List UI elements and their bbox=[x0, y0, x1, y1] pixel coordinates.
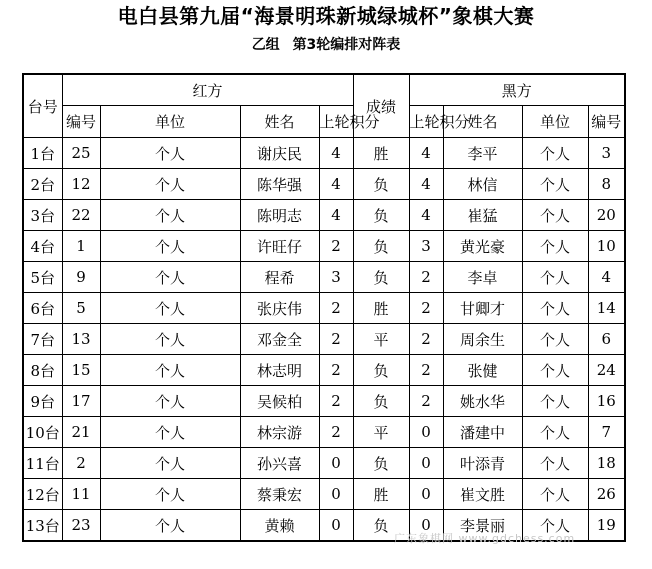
cell-black-prev-score: 2 bbox=[409, 324, 443, 355]
cell-result: 负 bbox=[353, 386, 409, 417]
cell-black-unit: 个人 bbox=[522, 200, 588, 231]
cell-board: 11台 bbox=[23, 448, 62, 479]
header-black-unit: 单位 bbox=[522, 106, 588, 138]
cell-black-unit: 个人 bbox=[522, 386, 588, 417]
cell-black-number: 18 bbox=[588, 448, 625, 479]
cell-red-prev-score: 3 bbox=[319, 262, 353, 293]
pairing-table bbox=[22, 73, 626, 542]
cell-red-number: 2 bbox=[62, 448, 100, 479]
cell-black-name: 姚水华 bbox=[443, 386, 522, 417]
cell-red-unit: 个人 bbox=[100, 293, 240, 324]
cell-red-unit: 个人 bbox=[100, 200, 240, 231]
cell-black-unit: 个人 bbox=[522, 138, 588, 169]
cell-black-number: 20 bbox=[588, 200, 625, 231]
cell-black-name: 甘卿才 bbox=[443, 293, 522, 324]
cell-board: 1台 bbox=[23, 138, 62, 169]
cell-black-name: 林信 bbox=[443, 169, 522, 200]
cell-result: 胜 bbox=[353, 138, 409, 169]
header-black-prev-score: 上轮积分 bbox=[409, 106, 443, 138]
cell-black-name: 周余生 bbox=[443, 324, 522, 355]
cell-red-name: 陈华强 bbox=[240, 169, 319, 200]
cell-red-unit: 个人 bbox=[100, 262, 240, 293]
cell-red-number: 13 bbox=[62, 324, 100, 355]
cell-black-unit: 个人 bbox=[522, 231, 588, 262]
cell-black-prev-score: 4 bbox=[409, 138, 443, 169]
cell-red-prev-score: 2 bbox=[319, 231, 353, 262]
cell-black-number: 24 bbox=[588, 355, 625, 386]
cell-red-prev-score: 4 bbox=[319, 138, 353, 169]
cell-red-prev-score: 0 bbox=[319, 510, 353, 542]
cell-result: 负 bbox=[353, 200, 409, 231]
cell-black-number: 4 bbox=[588, 262, 625, 293]
cell-red-prev-score: 0 bbox=[319, 479, 353, 510]
cell-red-name: 蔡秉宏 bbox=[240, 479, 319, 510]
cell-red-number: 9 bbox=[62, 262, 100, 293]
cell-red-number: 15 bbox=[62, 355, 100, 386]
cell-red-prev-score: 0 bbox=[319, 448, 353, 479]
cell-red-unit: 个人 bbox=[100, 355, 240, 386]
cell-board: 13台 bbox=[23, 510, 62, 542]
cell-result: 胜 bbox=[353, 479, 409, 510]
cell-black-number: 16 bbox=[588, 386, 625, 417]
cell-red-unit: 个人 bbox=[100, 479, 240, 510]
cell-result: 负 bbox=[353, 231, 409, 262]
cell-board: 9台 bbox=[23, 386, 62, 417]
cell-black-number: 19 bbox=[588, 510, 625, 542]
cell-black-name: 黄光豪 bbox=[443, 231, 522, 262]
cell-black-unit: 个人 bbox=[522, 324, 588, 355]
cell-result: 负 bbox=[353, 262, 409, 293]
cell-red-prev-score: 2 bbox=[319, 355, 353, 386]
cell-black-unit: 个人 bbox=[522, 417, 588, 448]
header-row-bottom bbox=[23, 106, 625, 138]
table-row bbox=[23, 479, 625, 510]
cell-black-name: 李卓 bbox=[443, 262, 522, 293]
cell-red-name: 许旺仔 bbox=[240, 231, 319, 262]
cell-black-prev-score: 2 bbox=[409, 262, 443, 293]
table-row bbox=[23, 386, 625, 417]
cell-black-prev-score: 4 bbox=[409, 169, 443, 200]
cell-black-number: 6 bbox=[588, 324, 625, 355]
table-body bbox=[23, 138, 625, 542]
cell-black-unit: 个人 bbox=[522, 510, 588, 542]
table-row bbox=[23, 355, 625, 386]
cell-black-unit: 个人 bbox=[522, 262, 588, 293]
cell-red-unit: 个人 bbox=[100, 510, 240, 542]
cell-black-number: 7 bbox=[588, 417, 625, 448]
cell-result: 负 bbox=[353, 448, 409, 479]
header-board: 台号 bbox=[23, 74, 62, 138]
cell-red-name: 谢庆民 bbox=[240, 138, 319, 169]
cell-red-name: 林志明 bbox=[240, 355, 319, 386]
cell-red-number: 12 bbox=[62, 169, 100, 200]
cell-result: 负 bbox=[353, 169, 409, 200]
cell-board: 10台 bbox=[23, 417, 62, 448]
cell-black-unit: 个人 bbox=[522, 293, 588, 324]
cell-result: 负 bbox=[353, 355, 409, 386]
cell-red-prev-score: 4 bbox=[319, 200, 353, 231]
cell-red-number: 1 bbox=[62, 231, 100, 262]
cell-red-name: 邓金全 bbox=[240, 324, 319, 355]
cell-black-unit: 个人 bbox=[522, 448, 588, 479]
cell-board: 6台 bbox=[23, 293, 62, 324]
cell-black-number: 10 bbox=[588, 231, 625, 262]
cell-red-number: 11 bbox=[62, 479, 100, 510]
cell-black-prev-score: 0 bbox=[409, 510, 443, 542]
watermark-text: 广东象棋网 www.gdchess.com bbox=[394, 532, 576, 545]
cell-red-number: 25 bbox=[62, 138, 100, 169]
table-row bbox=[23, 293, 625, 324]
page-title: 电白县第九届“海景明珠新城绿城杯”象棋大赛 bbox=[117, 4, 535, 28]
cell-black-prev-score: 3 bbox=[409, 231, 443, 262]
cell-black-prev-score: 0 bbox=[409, 479, 443, 510]
cell-result: 平 bbox=[353, 324, 409, 355]
cell-red-prev-score: 2 bbox=[319, 417, 353, 448]
cell-red-unit: 个人 bbox=[100, 324, 240, 355]
cell-red-name: 陈明志 bbox=[240, 200, 319, 231]
cell-result: 平 bbox=[353, 417, 409, 448]
cell-red-prev-score: 2 bbox=[319, 293, 353, 324]
table-row bbox=[23, 200, 625, 231]
cell-red-unit: 个人 bbox=[100, 448, 240, 479]
cell-board: 8台 bbox=[23, 355, 62, 386]
cell-black-name: 张健 bbox=[443, 355, 522, 386]
cell-board: 12台 bbox=[23, 479, 62, 510]
cell-result: 胜 bbox=[353, 293, 409, 324]
cell-black-name: 崔文胜 bbox=[443, 479, 522, 510]
cell-black-unit: 个人 bbox=[522, 479, 588, 510]
table-row bbox=[23, 262, 625, 293]
group-label: 乙组 bbox=[251, 37, 280, 53]
table-row bbox=[23, 169, 625, 200]
header-red-side: 红方 bbox=[62, 74, 353, 106]
round-label: 第3轮编排对阵表 bbox=[292, 37, 401, 53]
cell-red-name: 黄赖 bbox=[240, 510, 319, 542]
header-red-number: 编号 bbox=[62, 106, 100, 138]
cell-red-number: 17 bbox=[62, 386, 100, 417]
cell-red-number: 22 bbox=[62, 200, 100, 231]
cell-red-prev-score: 2 bbox=[319, 386, 353, 417]
cell-red-prev-score: 2 bbox=[319, 324, 353, 355]
cell-result: 负 bbox=[353, 510, 409, 542]
table-row bbox=[23, 138, 625, 169]
cell-red-unit: 个人 bbox=[100, 138, 240, 169]
cell-black-prev-score: 2 bbox=[409, 355, 443, 386]
header-row-top bbox=[23, 74, 625, 106]
cell-black-unit: 个人 bbox=[522, 355, 588, 386]
cell-black-prev-score: 0 bbox=[409, 417, 443, 448]
cell-black-number: 14 bbox=[588, 293, 625, 324]
cell-red-unit: 个人 bbox=[100, 386, 240, 417]
cell-board: 4台 bbox=[23, 231, 62, 262]
cell-black-number: 8 bbox=[588, 169, 625, 200]
cell-red-number: 5 bbox=[62, 293, 100, 324]
cell-black-name: 崔猛 bbox=[443, 200, 522, 231]
table-row bbox=[23, 324, 625, 355]
header-red-unit: 单位 bbox=[100, 106, 240, 138]
cell-black-prev-score: 0 bbox=[409, 448, 443, 479]
cell-red-name: 孙兴喜 bbox=[240, 448, 319, 479]
cell-board: 3台 bbox=[23, 200, 62, 231]
table-row bbox=[23, 417, 625, 448]
cell-board: 5台 bbox=[23, 262, 62, 293]
cell-black-unit: 个人 bbox=[522, 169, 588, 200]
cell-board: 2台 bbox=[23, 169, 62, 200]
cell-black-prev-score: 4 bbox=[409, 200, 443, 231]
cell-board: 7台 bbox=[23, 324, 62, 355]
cell-black-name: 李景丽 bbox=[443, 510, 522, 542]
cell-red-prev-score: 4 bbox=[319, 169, 353, 200]
header-black-name: 姓名 bbox=[443, 106, 522, 138]
cell-red-unit: 个人 bbox=[100, 231, 240, 262]
cell-red-unit: 个人 bbox=[100, 417, 240, 448]
page-subtitle bbox=[0, 34, 652, 56]
cell-red-name: 程希 bbox=[240, 262, 319, 293]
header-black-side: 黑方 bbox=[409, 74, 625, 106]
header-result: 成绩 bbox=[353, 74, 409, 138]
cell-red-name: 吴候柏 bbox=[240, 386, 319, 417]
cell-black-number: 3 bbox=[588, 138, 625, 169]
cell-red-number: 21 bbox=[62, 417, 100, 448]
cell-black-name: 叶添青 bbox=[443, 448, 522, 479]
cell-black-prev-score: 2 bbox=[409, 293, 443, 324]
cell-black-name: 潘建中 bbox=[443, 417, 522, 448]
header-black-number: 编号 bbox=[588, 106, 625, 138]
cell-red-number: 23 bbox=[62, 510, 100, 542]
cell-black-prev-score: 2 bbox=[409, 386, 443, 417]
cell-black-name: 李平 bbox=[443, 138, 522, 169]
cell-red-name: 林宗游 bbox=[240, 417, 319, 448]
cell-red-name: 张庆伟 bbox=[240, 293, 319, 324]
header-red-name: 姓名 bbox=[240, 106, 319, 138]
cell-black-number: 26 bbox=[588, 479, 625, 510]
table-row bbox=[23, 231, 625, 262]
table-row bbox=[23, 448, 625, 479]
cell-red-unit: 个人 bbox=[100, 169, 240, 200]
header-red-prev-score: 上轮积分 bbox=[319, 106, 353, 138]
